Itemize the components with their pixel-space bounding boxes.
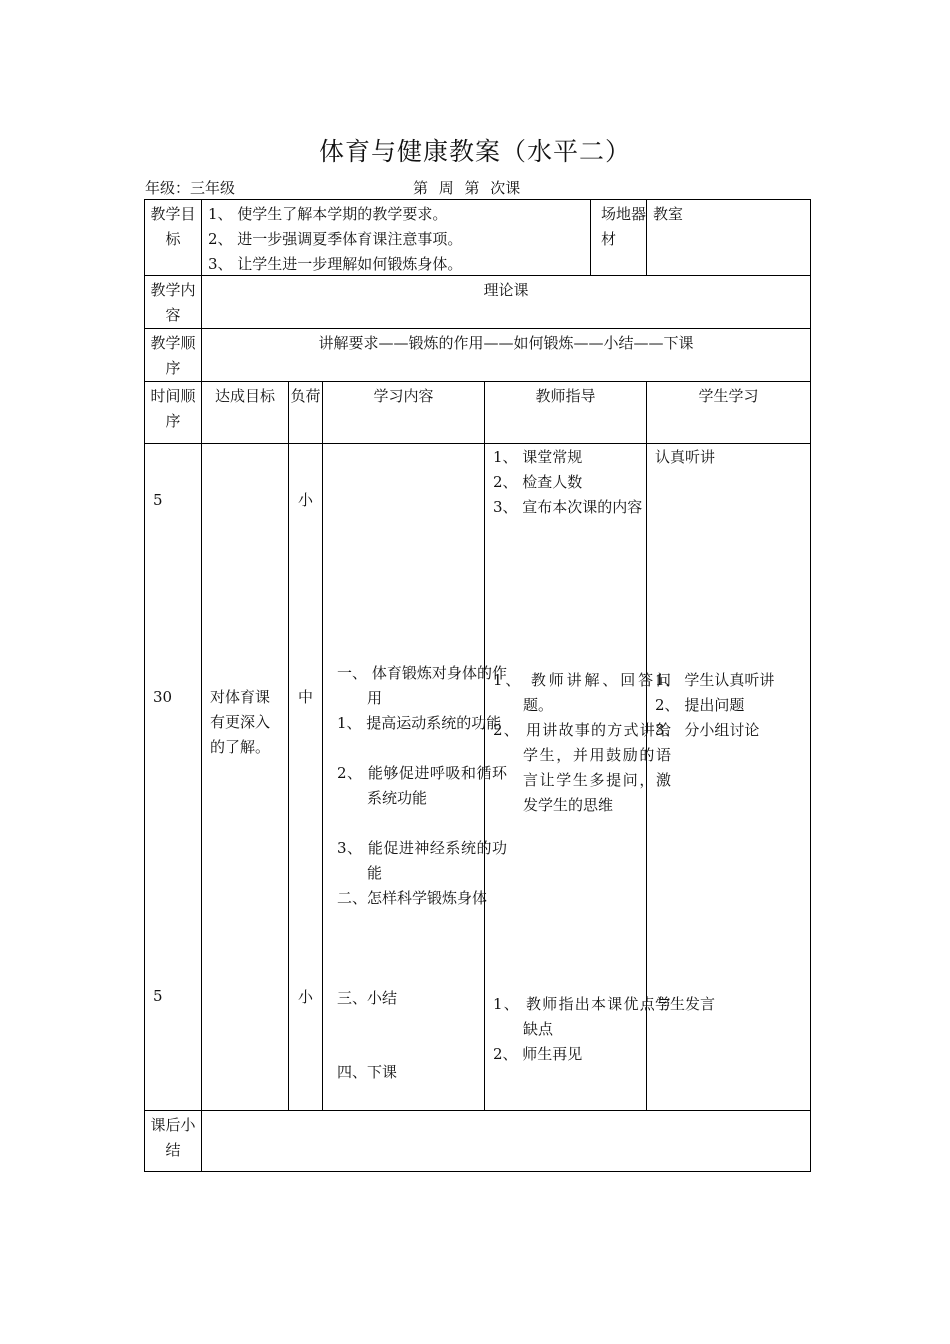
study-item: 1、 提高运动系统的功能 [337, 714, 502, 732]
teacher-item: 1、 教师指出本课优点与缺点 [493, 995, 671, 1038]
body-row [145, 444, 811, 1111]
load-value: 小 [298, 491, 314, 509]
summary-row [145, 1111, 811, 1172]
teacher-item: 2、 师生再见 [493, 1045, 583, 1063]
col-goal: 达成目标 [202, 382, 289, 444]
column-header-row [145, 382, 811, 444]
sequence-value: 讲解要求——锻炼的作用——如何锻炼——小结——下课 [202, 329, 811, 382]
content-label: 教学内容 [145, 276, 202, 329]
teacher-item: 2、 检查人数 [493, 473, 583, 491]
page-title: 体育与健康教案（水平二） [318, 137, 631, 166]
objective-item: 3、 让学生进一步理解如何锻炼身体。 [208, 255, 463, 273]
teacher-item: 1、 课堂常规 [493, 448, 583, 466]
student-item: 3、 分小组讨论 [655, 721, 760, 739]
load-value: 中 [298, 688, 314, 706]
student-item: 学生发言 [655, 995, 716, 1013]
content-row [145, 276, 811, 329]
teacher-item: 1、 教师讲解、回答问题。 [493, 671, 671, 714]
goal-value: 对体育课有更深入的了解。 [210, 688, 271, 756]
lesson-plan-table [144, 199, 811, 1172]
content-value: 理论课 [202, 276, 811, 329]
col-student: 学生学习 [647, 382, 811, 444]
col-time: 时间顺序 [145, 382, 202, 444]
objective-item: 1、 使学生了解本学期的教学要求。 [208, 205, 448, 223]
study-column [323, 444, 507, 1110]
summary-label: 课后小结 [145, 1111, 202, 1172]
col-study: 学习内容 [323, 382, 485, 444]
grade-label: 年级：三年级 [145, 179, 236, 197]
load-value: 小 [298, 988, 314, 1006]
objectives-row [145, 200, 811, 276]
teacher-item: 3、 宣布本次课的内容 [493, 498, 643, 516]
study-item: 三、小结 [337, 989, 398, 1007]
time-value: 30 [153, 688, 173, 706]
col-load: 负荷 [289, 382, 323, 444]
study-item: 3、 能促进神经系统的功能 [337, 839, 507, 882]
teacher-item: 2、 用讲故事的方式讲给学生，并用鼓励的语言让学生多提问，激发学生的思维 [493, 721, 671, 814]
goal-column [202, 444, 288, 1110]
teacher-column [485, 444, 671, 1110]
summary-value [202, 1111, 811, 1172]
time-value: 5 [153, 987, 163, 1005]
study-item: 2、 能够促进呼吸和循环系统功能 [337, 764, 507, 807]
time-value: 5 [153, 491, 163, 509]
time-column [145, 444, 201, 1110]
study-item: 二、怎样科学锻炼身体 [337, 889, 488, 907]
sequence-row [145, 329, 811, 382]
venue-label: 场地器材 [590, 200, 646, 275]
week-label: 第 周 第 次课 [413, 179, 521, 197]
student-column [647, 444, 810, 1110]
student-item: 1、 学生认真听讲 [655, 671, 775, 689]
load-column [289, 444, 322, 1110]
header-info [145, 177, 810, 199]
venue-value: 教室 [647, 200, 811, 276]
objectives-label: 教学目标 [145, 200, 202, 276]
study-item: 四、下课 [337, 1063, 398, 1081]
student-item: 认真听讲 [655, 448, 716, 466]
student-item: 2、 提出问题 [655, 696, 745, 714]
objectives-list [202, 200, 590, 275]
study-item: 一、 体育锻炼对身体的作用 [337, 664, 507, 707]
col-teacher: 教师指导 [485, 382, 647, 444]
objective-item: 2、 进一步强调夏季体育课注意事项。 [208, 230, 463, 248]
sequence-label: 教学顺序 [145, 329, 202, 382]
